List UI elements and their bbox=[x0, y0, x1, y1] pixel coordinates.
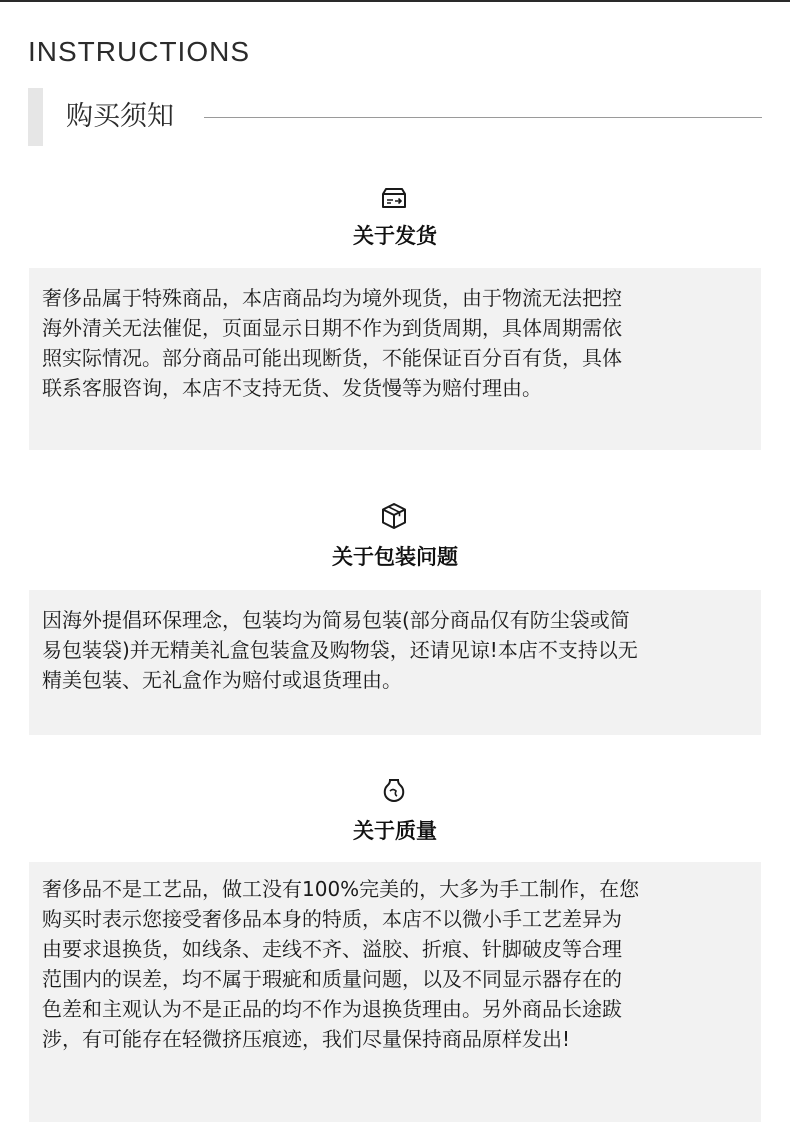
body-line: 购买时表示您接受奢侈品本身的特质，本店不以微小手工艺差异为 bbox=[42, 907, 622, 931]
section-header bbox=[28, 88, 762, 146]
section-body-delivery bbox=[42, 283, 754, 403]
section-body-quality bbox=[42, 874, 754, 1054]
section-title-quality: 关于质量 bbox=[353, 819, 437, 843]
page-title-cn: 购买须知 bbox=[66, 101, 174, 132]
body-line: 海外清关无法催促，页面显示日期不作为到货周期，具体周期需依 bbox=[42, 316, 622, 340]
section-title-delivery: 关于发货 bbox=[353, 224, 437, 248]
section-title-packaging: 关于包装问题 bbox=[332, 545, 458, 569]
header-accent-bar bbox=[28, 88, 43, 146]
body-line: 因海外提倡环保理念，包装均为简易包装(部分商品仅有防尘袋或简 bbox=[42, 608, 630, 632]
top-divider bbox=[0, 0, 790, 2]
body-line: 奢侈品属于特殊商品，本店商品均为境外现货，由于物流无法把控 bbox=[42, 286, 622, 310]
section-box-quality bbox=[29, 862, 761, 1122]
package-cube-icon bbox=[379, 501, 409, 531]
body-line: 由要求退换货，如线条、走线不齐、溢胶、折痕、针脚破皮等合理 bbox=[42, 937, 622, 961]
page-title-en: INSTRUCTIONS bbox=[28, 36, 250, 67]
delivery-box-icon bbox=[379, 183, 409, 213]
section-body-packaging bbox=[42, 605, 754, 695]
body-line: 涉，有可能存在轻微挤压痕迹，我们尽量保持商品原样发出! bbox=[42, 1027, 571, 1051]
body-line: 照实际情况。部分商品可能出现断货，不能保证百分百有货，具体 bbox=[42, 346, 622, 370]
section-box-packaging bbox=[29, 590, 761, 735]
section-box-delivery bbox=[29, 268, 761, 450]
header-divider-line bbox=[204, 117, 762, 118]
body-line: 范围内的误差，均不属于瑕疵和质量问题，以及不同显示器存在的 bbox=[42, 967, 622, 991]
body-line: 易包装袋)并无精美礼盒包装盒及购物袋，还请见谅!本店不支持以无 bbox=[42, 638, 638, 662]
body-line: 联系客服咨询，本店不支持无货、发货慢等为赔付理由。 bbox=[42, 376, 542, 400]
body-line: 色差和主观认为不是正品的均不作为退换货理由。另外商品长途跋 bbox=[42, 997, 622, 1021]
body-line: 奢侈品不是工艺品，做工没有100%完美的，大多为手工制作，在您 bbox=[42, 877, 640, 901]
body-line: 精美包装、无礼盒作为赔付或退货理由。 bbox=[42, 668, 402, 692]
quality-vase-icon bbox=[379, 776, 409, 806]
